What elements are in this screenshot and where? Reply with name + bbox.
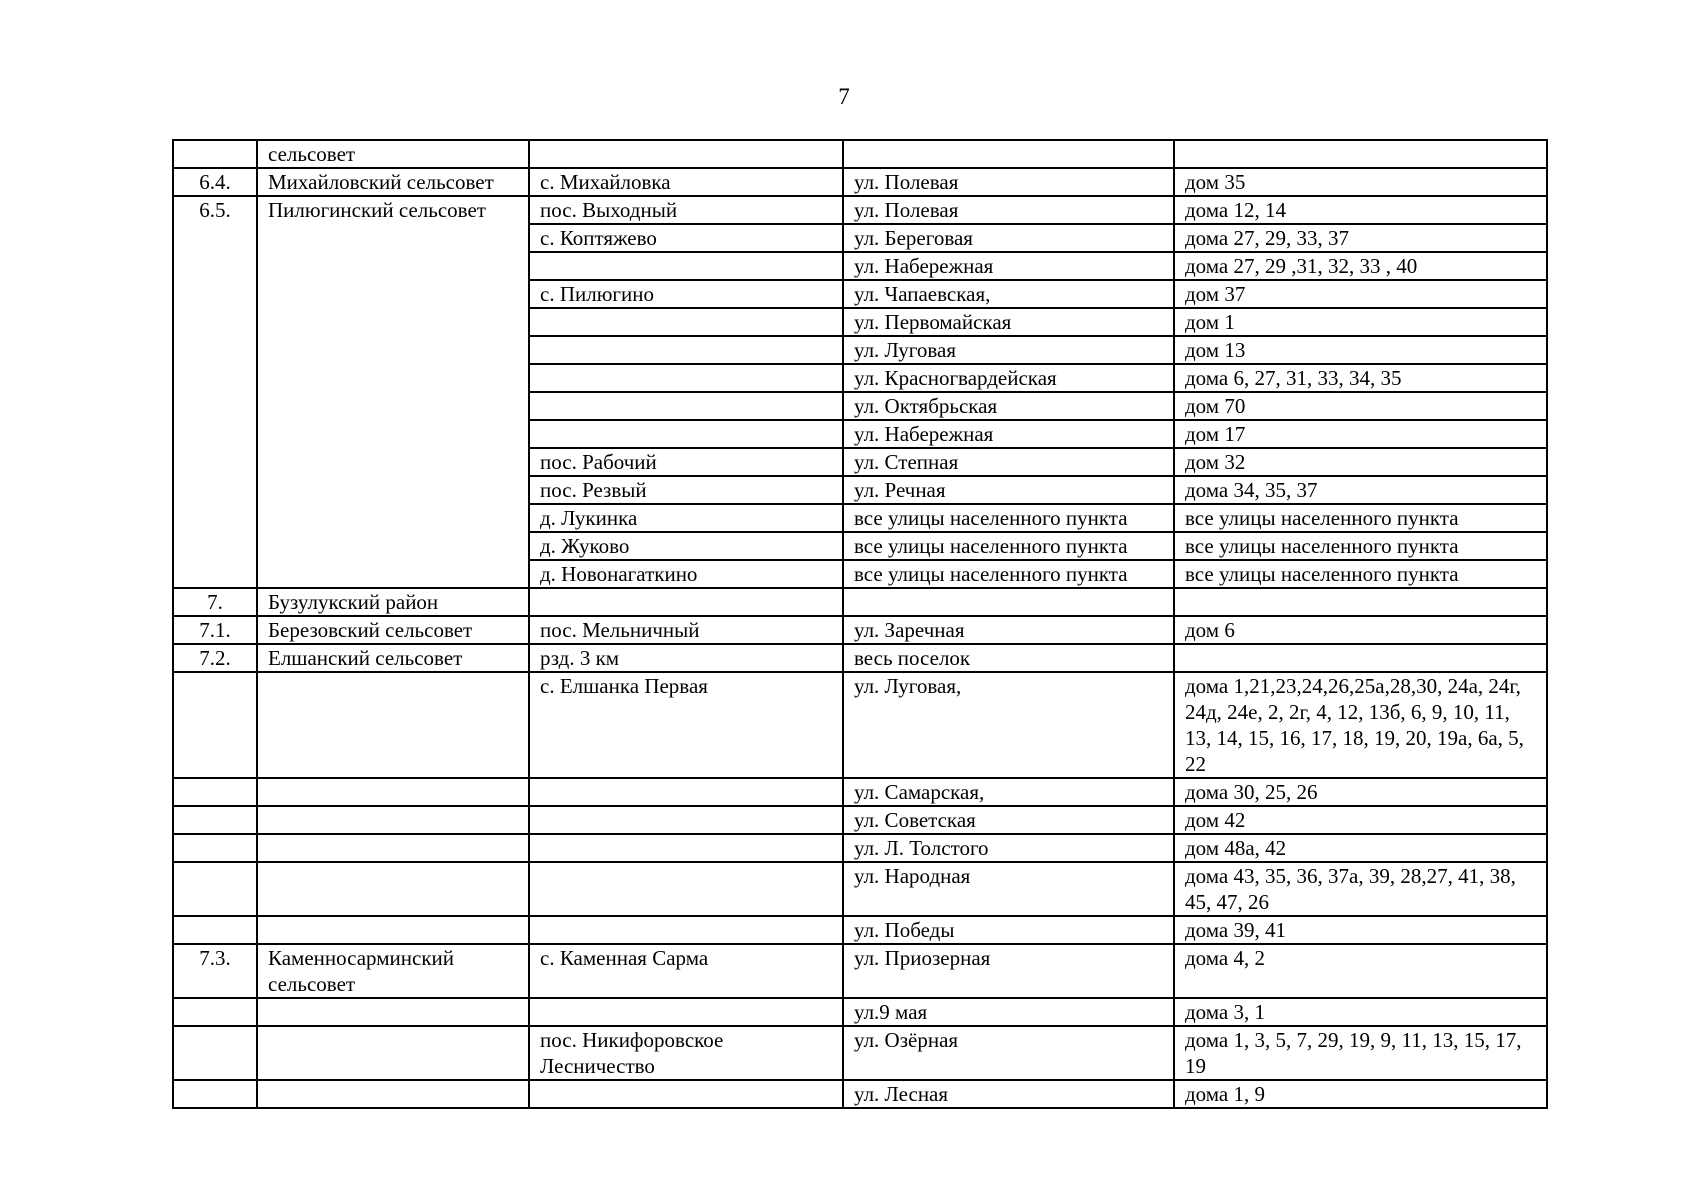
settlement: пос. Резвый xyxy=(529,476,843,504)
admin-unit: Пилюгинский сельсовет xyxy=(257,196,529,588)
houses: все улицы населенного пункта xyxy=(1174,532,1547,560)
table-row xyxy=(173,1026,1547,1080)
row-number xyxy=(173,806,257,834)
settlement xyxy=(529,588,843,616)
settlement: рзд. 3 км xyxy=(529,644,843,672)
street: ул. Полевая xyxy=(843,168,1174,196)
street: ул. Победы xyxy=(843,916,1174,944)
houses xyxy=(1174,644,1547,672)
houses: дом 37 xyxy=(1174,280,1547,308)
houses: дом 1 xyxy=(1174,308,1547,336)
table-row xyxy=(173,806,1547,834)
table-row xyxy=(173,862,1547,916)
settlement: д. Лукинка xyxy=(529,504,843,532)
street: ул.9 мая xyxy=(843,998,1174,1026)
settlement: д. Жуково xyxy=(529,532,843,560)
settlement: с. Михайловка xyxy=(529,168,843,196)
admin-unit: Михайловский сельсовет xyxy=(257,168,529,196)
admin-unit xyxy=(257,862,529,916)
settlement xyxy=(529,806,843,834)
table-row xyxy=(173,916,1547,944)
houses: дома 39, 41 xyxy=(1174,916,1547,944)
row-number xyxy=(173,1026,257,1080)
settlement: пос. Рабочий xyxy=(529,448,843,476)
houses: дом 32 xyxy=(1174,448,1547,476)
street: ул. Советская xyxy=(843,806,1174,834)
houses: все улицы населенного пункта xyxy=(1174,504,1547,532)
row-number: 6.4. xyxy=(173,168,257,196)
houses: дома 27, 29 ,31, 32, 33 , 40 xyxy=(1174,252,1547,280)
houses: дом 13 xyxy=(1174,336,1547,364)
street: все улицы населенного пункта xyxy=(843,532,1174,560)
street: ул. Заречная xyxy=(843,616,1174,644)
row-number xyxy=(173,862,257,916)
houses: дома 43, 35, 36, 37а, 39, 28,27, 41, 38, 45, 47, 26 xyxy=(1174,862,1547,916)
admin-unit xyxy=(257,778,529,806)
admin-unit xyxy=(257,806,529,834)
row-number xyxy=(173,778,257,806)
street: ул. Красногвардейская xyxy=(843,364,1174,392)
settlement xyxy=(529,420,843,448)
street: ул. Чапаевская, xyxy=(843,280,1174,308)
settlement: пос. Никифоровское Лесничество xyxy=(529,1026,843,1080)
settlement xyxy=(529,916,843,944)
admin-unit xyxy=(257,998,529,1026)
row-number: 7.3. xyxy=(173,944,257,998)
settlement: пос. Мельничный xyxy=(529,616,843,644)
table-row xyxy=(173,140,1547,168)
table-row xyxy=(173,1080,1547,1108)
page-number: 7 xyxy=(838,84,850,109)
table-row xyxy=(173,672,1547,778)
street xyxy=(843,140,1174,168)
admin-unit xyxy=(257,1080,529,1108)
row-number: 7.1. xyxy=(173,616,257,644)
admin-unit: Березовский сельсовет xyxy=(257,616,529,644)
houses: дома 34, 35, 37 xyxy=(1174,476,1547,504)
houses: дом 42 xyxy=(1174,806,1547,834)
table-row xyxy=(173,998,1547,1026)
admin-unit xyxy=(257,916,529,944)
settlement xyxy=(529,308,843,336)
street: ул. Народная xyxy=(843,862,1174,916)
street: ул. Приозерная xyxy=(843,944,1174,998)
settlement: пос. Выходный xyxy=(529,196,843,224)
settlement: д. Новонагаткино xyxy=(529,560,843,588)
houses: дома 1, 9 xyxy=(1174,1080,1547,1108)
row-number xyxy=(173,998,257,1026)
settlement: с. Пилюгино xyxy=(529,280,843,308)
houses: дома 6, 27, 31, 33, 34, 35 xyxy=(1174,364,1547,392)
table-row xyxy=(173,588,1547,616)
street: ул. Речная xyxy=(843,476,1174,504)
row-number xyxy=(173,916,257,944)
houses: дома 1,21,23,24,26,25а,28,30, 24а, 24г, 24д, 24е, 2, 2г, 4, 12, 13б, 6, 9, 10, 11, 13, 14, 15, 16, 17, 18, 19, 20, 19а, 6а, 5, 22 xyxy=(1174,672,1547,778)
street: все улицы населенного пункта xyxy=(843,504,1174,532)
table-row xyxy=(173,834,1547,862)
street: ул. Береговая xyxy=(843,224,1174,252)
houses xyxy=(1174,588,1547,616)
houses xyxy=(1174,140,1547,168)
street: ул. Л. Толстого xyxy=(843,834,1174,862)
settlement xyxy=(529,252,843,280)
settlement xyxy=(529,392,843,420)
settlement xyxy=(529,778,843,806)
street: ул. Октябрьская xyxy=(843,392,1174,420)
street: ул. Луговая xyxy=(843,336,1174,364)
admin-unit xyxy=(257,834,529,862)
settlement: с. Каменная Сарма xyxy=(529,944,843,998)
houses: дома 12, 14 xyxy=(1174,196,1547,224)
houses: дом 70 xyxy=(1174,392,1547,420)
street: ул. Самарская, xyxy=(843,778,1174,806)
settlement xyxy=(529,1080,843,1108)
houses: дома 1, 3, 5, 7, 29, 19, 9, 11, 13, 15, 17, 19 xyxy=(1174,1026,1547,1080)
houses: дома 3, 1 xyxy=(1174,998,1547,1026)
houses: дом 17 xyxy=(1174,420,1547,448)
street: ул. Луговая, xyxy=(843,672,1174,778)
table-row xyxy=(173,196,1547,224)
street: ул. Лесная xyxy=(843,1080,1174,1108)
houses: дом 35 xyxy=(1174,168,1547,196)
admin-unit: Бузулукский район xyxy=(257,588,529,616)
street: ул. Первомайская xyxy=(843,308,1174,336)
street: весь поселок xyxy=(843,644,1174,672)
houses: дом 48а, 42 xyxy=(1174,834,1547,862)
table-row xyxy=(173,944,1547,998)
admin-unit: Каменносарминский сельсовет xyxy=(257,944,529,998)
settlement xyxy=(529,140,843,168)
settlement xyxy=(529,834,843,862)
houses: дома 30, 25, 26 xyxy=(1174,778,1547,806)
houses: дома 27, 29, 33, 37 xyxy=(1174,224,1547,252)
houses: дома 4, 2 xyxy=(1174,944,1547,998)
table-row xyxy=(173,616,1547,644)
settlement xyxy=(529,998,843,1026)
row-number: 7. xyxy=(173,588,257,616)
table-row xyxy=(173,778,1547,806)
street: ул. Набережная xyxy=(843,252,1174,280)
settlement xyxy=(529,862,843,916)
street: ул. Степная xyxy=(843,448,1174,476)
settlement: с. Коптяжево xyxy=(529,224,843,252)
admin-unit: сельсовет xyxy=(257,140,529,168)
table-row xyxy=(173,644,1547,672)
address-table xyxy=(172,139,1548,1109)
houses: все улицы населенного пункта xyxy=(1174,560,1547,588)
street xyxy=(843,588,1174,616)
settlement xyxy=(529,364,843,392)
row-number xyxy=(173,140,257,168)
houses: дом 6 xyxy=(1174,616,1547,644)
row-number xyxy=(173,834,257,862)
admin-unit: Елшанский сельсовет xyxy=(257,644,529,672)
row-number: 7.2. xyxy=(173,644,257,672)
settlement: с. Елшанка Первая xyxy=(529,672,843,778)
street: ул. Озёрная xyxy=(843,1026,1174,1080)
settlement xyxy=(529,336,843,364)
row-number xyxy=(173,1080,257,1108)
street: ул. Полевая xyxy=(843,196,1174,224)
street: все улицы населенного пункта xyxy=(843,560,1174,588)
admin-unit xyxy=(257,1026,529,1080)
table-row xyxy=(173,168,1547,196)
street: ул. Набережная xyxy=(843,420,1174,448)
admin-unit xyxy=(257,672,529,778)
row-number xyxy=(173,672,257,778)
row-number: 6.5. xyxy=(173,196,257,588)
